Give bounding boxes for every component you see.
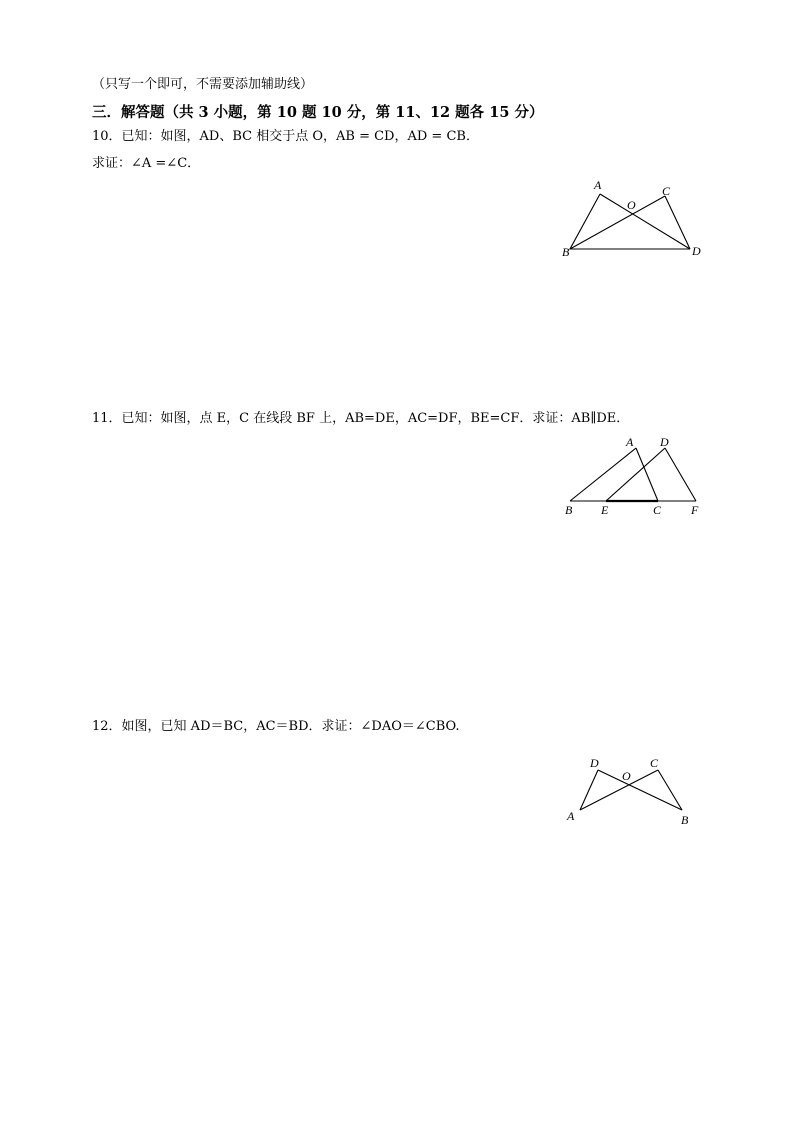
segment-df: [665, 448, 696, 501]
problem-11-figure: [560, 428, 710, 520]
problem-10-figure: [555, 170, 715, 265]
label-d: D: [590, 756, 599, 770]
label-f: F: [691, 503, 699, 517]
label-d: D: [660, 435, 669, 449]
label-c: C: [650, 756, 659, 770]
label-a: A: [594, 178, 602, 192]
label-d: D: [692, 244, 701, 258]
label-o: O: [627, 198, 636, 212]
label-o: O: [622, 769, 631, 783]
problem-10-goal: 求证：∠A =∠C．: [92, 156, 201, 171]
segment-ac: [580, 770, 658, 810]
problem-12-figure: [560, 750, 705, 830]
label-c: C: [662, 184, 671, 198]
label-b: B: [562, 245, 570, 259]
header-note: （只写一个即可，不需要添加辅助线）: [92, 77, 314, 92]
problem-10-statement: 10．已知：如图，AD、BC 相交于点 O，AB = CD，AD = CB．: [92, 129, 479, 144]
label-a: A: [567, 809, 575, 823]
label-c: C: [653, 503, 662, 517]
segment-ac: [636, 448, 658, 501]
problem-12-statement: 12．如图，已知 AD＝BC，AC＝BD．求证：∠DAO＝∠CBO.: [92, 719, 460, 734]
label-b: B: [681, 813, 689, 827]
label-e: E: [601, 503, 609, 517]
label-b: B: [565, 503, 573, 517]
segment-ab: [570, 448, 636, 501]
problem-11-statement: 11．已知：如图，点 E，C 在线段 BF 上，AB=DE，AC=DF，BE=CF．求证：AB∥DE．: [92, 411, 630, 426]
section-heading: 三．解答题（共 3 小题，第 10 题 10 分，第 11、12 题各 15 分）: [92, 104, 544, 121]
label-a: A: [626, 435, 634, 449]
segment-de: [606, 448, 665, 501]
segment-ad: [580, 770, 598, 810]
